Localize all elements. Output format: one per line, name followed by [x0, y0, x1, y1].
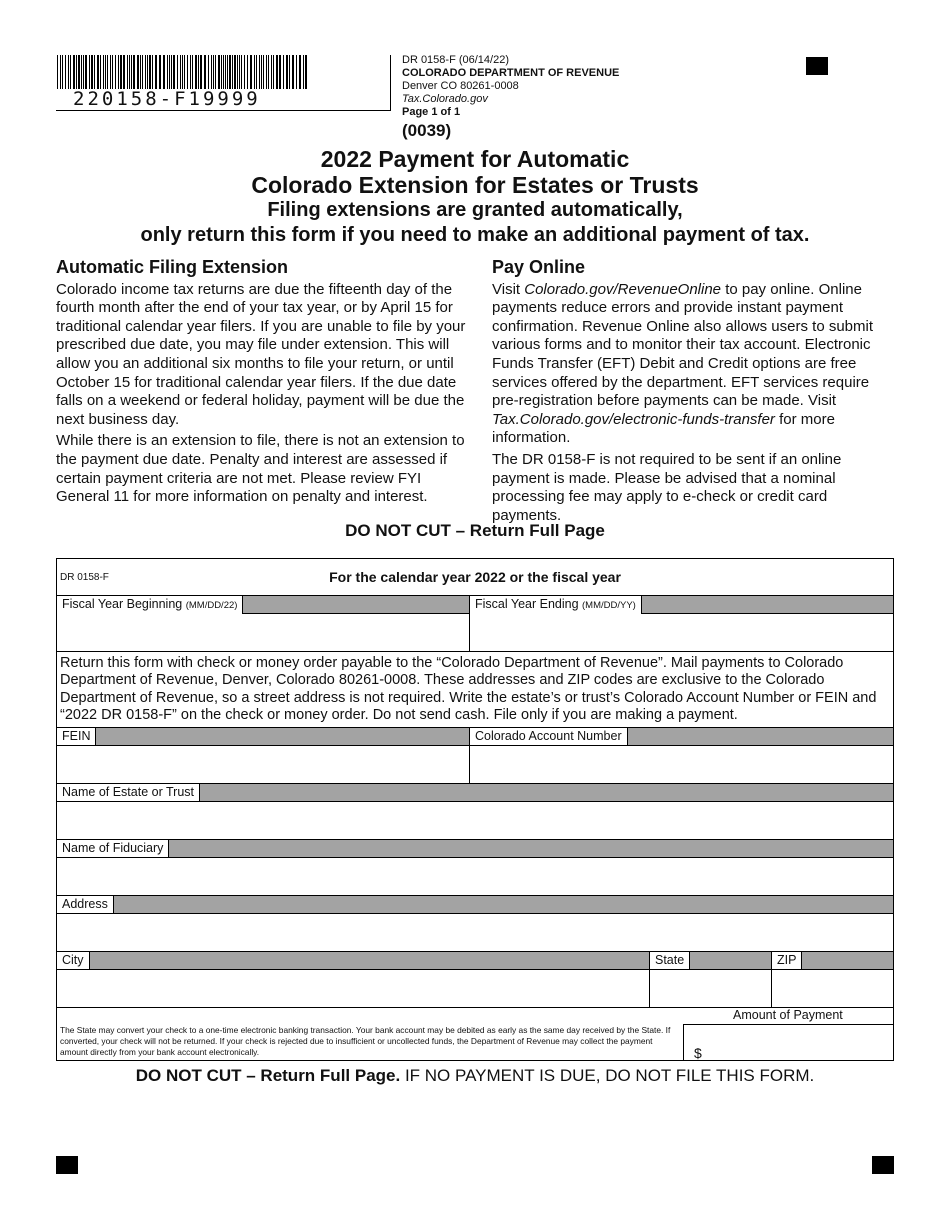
barcode-bar: [112, 55, 113, 89]
barcode-bar: [239, 55, 240, 89]
barcode-bar: [303, 55, 304, 89]
barcode-bar: [221, 55, 222, 89]
barcode-bar: [182, 55, 183, 89]
barcode-bar: [152, 55, 153, 89]
barcode-bar: [299, 55, 301, 89]
page-number: Page 1 of 1: [402, 106, 461, 118]
barcode-bar: [204, 55, 206, 89]
state-field[interactable]: [650, 970, 771, 1007]
amount-of-payment-label: Amount of Payment: [733, 1008, 843, 1022]
barcode-bar: [232, 55, 233, 89]
barcode-bar: [110, 55, 111, 89]
registration-mark-top-right: [806, 57, 828, 75]
title-line-2: Colorado Extension for Estates or Trusts: [251, 172, 699, 198]
barcode-bar: [213, 55, 214, 89]
barcode-bar: [215, 55, 216, 89]
state-label: State: [650, 952, 690, 969]
estate-name-label: Name of Estate or Trust: [57, 784, 200, 801]
barcode-bar: [76, 55, 77, 89]
barcode-bar: [263, 55, 264, 89]
pay-online-text: to pay online. Online payments reduce errors and provide instant payment confirmation. Revenue Online also allows users to submit various forms and to monitor their tax account. Electronic Funds Transfer (EFT) Debit and Credit options are free services offered by the department. EFT services require pre-registration before payments can be made. Visit: [492, 280, 874, 410]
account-number-field[interactable]: [470, 746, 893, 783]
automatic-extension-para-2: While there is an extension to file, there is not an extension to the payment due date. Penalty and interest are assessed if certain payment criteria are not met. Please review FYI General 11 for more information on penalty and interest.: [56, 432, 465, 506]
barcode-bar: [155, 55, 157, 89]
barcode-bar: [89, 55, 90, 89]
barcode-bar: [173, 55, 175, 89]
barcode-number: 220158-F19999: [73, 88, 261, 110]
barcode-bar: [100, 55, 101, 89]
barcode-bar: [184, 55, 185, 89]
eft-link[interactable]: Tax.Colorado.gov/electronic-funds-transfer: [492, 410, 775, 428]
barcode-bar: [229, 55, 231, 89]
barcode-bar: [83, 55, 84, 89]
form-header: [402, 54, 619, 119]
barcode-divider: [390, 55, 391, 111]
automatic-extension-para-1: Colorado income tax returns are due the fifteenth day of the fourth month after the end of your tax year, or by April 15 for traditional calendar year filers. If you are unable to file by your prescribed due date, you may file under extension. This will allow you an additional six months to file your return, or until October 15 for traditional calendar year filers. If the due date falls on a weekend or federal holiday, payment will be due the next business day.: [56, 280, 466, 428]
do-not-cut-notice-bottom: [0, 1066, 950, 1086]
barcode-bar: [159, 55, 161, 89]
voucher-title: For the calendar year 2022 or the fiscal year: [329, 569, 621, 585]
address-label: Address: [57, 896, 114, 913]
barcode-bar: [163, 55, 165, 89]
fiduciary-name-label: Name of Fiduciary: [57, 840, 169, 857]
barcode-bar: [115, 55, 116, 89]
barcode-bar: [211, 55, 212, 89]
city-field[interactable]: [57, 970, 649, 1007]
barcode-bar: [97, 55, 99, 89]
barcode-bar: [167, 55, 168, 89]
barcode-bar: [187, 55, 188, 89]
barcode-bar: [62, 55, 63, 89]
barcode-bar: [286, 55, 288, 89]
barcode-bar: [192, 55, 193, 89]
barcode-bar: [289, 55, 290, 89]
barcode-bar: [73, 55, 75, 89]
dollar-sign: $: [694, 1045, 702, 1061]
registration-mark-bottom-right: [872, 1156, 894, 1174]
pay-online-text-end: for more information.: [492, 410, 835, 447]
pay-online-heading: Pay Online: [492, 257, 586, 277]
mailing-instructions: Return this form with check or money order payable to the “Colorado Department of Revenue”. Mail payments to Colorado Department of Revenue, Denver, Colorado 80261-0008. These addresses and ZIP codes are exclusive to the Colorado Department of Revenue, so a street address is not required. Write the estate’s or trust’s Colorado Account Number or FEIN and “2022 DR 0158-F” on the check or money order. Do not send cash. File only if you are making a payment.: [60, 655, 877, 724]
barcode-bar: [244, 55, 245, 89]
barcode-bar: [94, 55, 95, 89]
barcode-bar: [140, 55, 141, 89]
barcode-bar: [283, 55, 284, 89]
barcode-bar: [208, 55, 209, 89]
form-id: DR 0158-F (06/14/22): [402, 54, 509, 66]
barcode-bar: [147, 55, 148, 89]
barcode-bar: [68, 55, 69, 89]
barcode-bar: [145, 55, 146, 89]
department-name: COLORADO DEPARTMENT OF REVENUE: [402, 67, 620, 79]
barcode-bar: [177, 55, 178, 89]
barcode-bar: [85, 55, 87, 89]
barcode-bar: [169, 55, 170, 89]
barcode-bar: [105, 55, 106, 89]
do-not-cut-bold: DO NOT CUT – Return Full Page.: [135, 1066, 401, 1085]
barcode-bar: [227, 55, 228, 89]
fiduciary-name-field[interactable]: [57, 858, 893, 895]
barcode-bar: [296, 55, 297, 89]
fiscal-year-ending-label: Fiscal Year Ending (MM/DD/YY): [470, 596, 642, 614]
barcode-bar: [254, 55, 255, 89]
zip-field[interactable]: [772, 970, 893, 1007]
fiscal-year-ending-field[interactable]: [470, 614, 893, 651]
barcode-bar: [223, 55, 224, 89]
amount-of-payment-field[interactable]: [707, 1025, 893, 1060]
barcode-bar: [65, 55, 66, 89]
barcode-bar: [149, 55, 151, 89]
barcode-bar: [279, 55, 281, 89]
zip-label: ZIP: [772, 952, 802, 969]
automatic-extension-section: [56, 258, 476, 510]
barcode-bar: [200, 55, 202, 89]
barcode-bar: [131, 55, 132, 89]
barcode-bar: [250, 55, 252, 89]
registration-mark-bottom-left: [56, 1156, 78, 1174]
fein-field[interactable]: [57, 746, 469, 783]
barcode-bar: [190, 55, 191, 89]
barcode-bar: [129, 55, 130, 89]
barcode-bar: [198, 55, 199, 89]
pay-online-section: [492, 258, 892, 528]
payment-voucher-form: [56, 558, 894, 1061]
page-title: [0, 146, 950, 248]
barcode-bar: [271, 55, 272, 89]
barcode-bar: [171, 55, 172, 89]
address-field[interactable]: [57, 914, 893, 951]
pay-online-para-2: The DR 0158-F is not required to be sent if an online payment is made. Please be advised that a nominal processing fee may apply to e-check or credit card payments.: [492, 450, 842, 524]
automatic-extension-heading: Automatic Filing Extension: [56, 257, 289, 277]
barcode-bar: [103, 55, 104, 89]
title-line-3: Filing extensions are granted automatically,: [267, 199, 683, 221]
barcode-bar: [91, 55, 93, 89]
barcode-bar: [123, 55, 125, 89]
barcode-bar: [107, 55, 108, 89]
fiscal-year-beginning-field[interactable]: [57, 614, 469, 651]
check-conversion-notice: The State may convert your check to a one-time electronic banking transaction. Your bank account may be debited as early as the same day received by the State. If converted, your check will not be returned. If your check is rejected due to insufficient or uncollected funds, the Department of Revenue may collect the payment amount directly from your bank account electronically.: [60, 1025, 671, 1057]
fiscal-year-beginning-label: Fiscal Year Beginning (MM/DD/22): [57, 596, 243, 614]
barcode-bar: [81, 55, 82, 89]
barcode-bar: [195, 55, 197, 89]
barcode-bar: [268, 55, 269, 89]
fein-label: FEIN: [57, 728, 96, 745]
department-address: Denver CO 80261-0008: [402, 80, 519, 92]
barcode-bar: [218, 55, 220, 89]
barcode-bar: [292, 55, 294, 89]
barcode-bar: [237, 55, 238, 89]
barcode-bar: [247, 55, 248, 89]
barcode-bar: [70, 55, 71, 89]
barcode-bar: [225, 55, 226, 89]
barcode-bar: [120, 55, 122, 89]
account-number-label: Colorado Account Number: [470, 728, 628, 745]
barcode-bar: [137, 55, 139, 89]
barcode-bar: [78, 55, 80, 89]
voucher-form-id: DR 0158-F: [60, 572, 109, 583]
barcode: [57, 55, 309, 89]
barcode-bar: [127, 55, 128, 89]
estate-name-field[interactable]: [57, 802, 893, 839]
title-line-4: only return this form if you need to make an additional payment of tax.: [140, 224, 810, 246]
form-code: (0039): [402, 121, 452, 140]
barcode-bar: [118, 55, 119, 89]
barcode-bar: [60, 55, 61, 89]
city-label: City: [57, 952, 90, 969]
title-line-1: 2022 Payment for Automatic: [320, 146, 630, 172]
barcode-bar: [180, 55, 181, 89]
barcode-bar: [234, 55, 236, 89]
barcode-underline: [56, 110, 390, 111]
barcode-bar: [266, 55, 267, 89]
barcode-bar: [276, 55, 278, 89]
pay-online-visit: Visit: [492, 280, 525, 298]
barcode-bar: [261, 55, 262, 89]
no-payment-notice: IF NO PAYMENT IS DUE, DO NOT FILE THIS FORM.: [400, 1066, 815, 1085]
barcode-bar: [256, 55, 257, 89]
pay-online-para-1: [492, 281, 892, 448]
barcode-bar: [259, 55, 260, 89]
do-not-cut-notice-top: DO NOT CUT – Return Full Page: [345, 521, 605, 540]
barcode-bar: [241, 55, 242, 89]
barcode-bar: [273, 55, 274, 89]
department-website: Tax.Colorado.gov: [402, 93, 488, 105]
barcode-bar: [57, 55, 58, 89]
barcode-bar: [142, 55, 143, 89]
barcode-bar: [133, 55, 135, 89]
revenue-online-link[interactable]: Colorado.gov/RevenueOnline: [524, 280, 722, 298]
barcode-bar: [305, 55, 307, 89]
